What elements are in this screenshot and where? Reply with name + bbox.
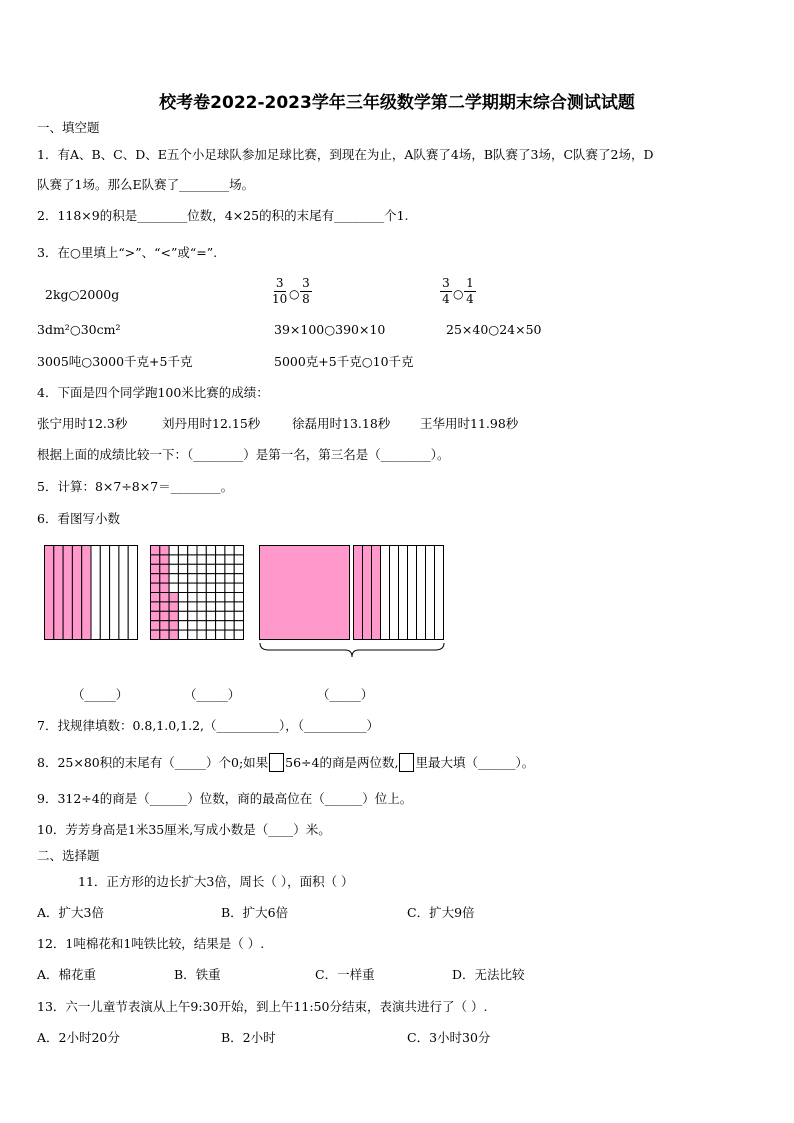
question-9: 9．312÷4的商是（______）位数，商的最高位在（______）位上。 xyxy=(37,791,413,806)
shaded-column xyxy=(54,546,63,640)
cell xyxy=(188,574,197,583)
result-xulei: 徐磊用时13.18秒 xyxy=(292,416,391,431)
cell xyxy=(234,593,243,602)
cell xyxy=(197,574,206,583)
option-b[interactable]: B．2小时 xyxy=(221,1030,276,1045)
compare-item-g: 3005吨○3000千克+5千克 xyxy=(37,354,193,369)
question-6: 6．看图写小数 xyxy=(37,511,120,526)
cell xyxy=(234,546,243,555)
question-12: 12．1吨棉花和1吨铁比较，结果是（ ）. xyxy=(37,936,265,951)
shaded-cell xyxy=(169,630,178,639)
blank-box[interactable] xyxy=(269,753,284,772)
cell xyxy=(234,583,243,592)
question-8-part-c: 里最大填（______）。 xyxy=(415,755,535,770)
compare-item-h: 5000克+5千克○10千克 xyxy=(274,354,414,369)
cell xyxy=(197,555,206,564)
option-d[interactable]: D．无法比较 xyxy=(452,967,525,982)
cell xyxy=(216,611,225,620)
shaded-cell xyxy=(151,611,160,620)
shaded-cell xyxy=(160,583,169,592)
column xyxy=(417,546,426,640)
cell xyxy=(178,630,187,639)
cell xyxy=(206,546,215,555)
cell xyxy=(225,546,234,555)
cell xyxy=(225,593,234,602)
shaded-cell xyxy=(169,593,178,602)
question-1-line-1: 1．有A、B、C、D、E五个小足球队参加足球比赛，到现在为止，A队赛了4场，B队赛了3场，C队赛了2场，D xyxy=(37,147,654,162)
compare-circle: ○ xyxy=(453,287,464,301)
cell xyxy=(225,602,234,611)
cell xyxy=(225,611,234,620)
cell xyxy=(188,593,197,602)
shaded-cell xyxy=(160,602,169,611)
shaded-cell xyxy=(169,611,178,620)
cell xyxy=(197,611,206,620)
cell xyxy=(234,564,243,573)
cell xyxy=(197,621,206,630)
cell xyxy=(216,583,225,592)
shaded-cell xyxy=(151,602,160,611)
decimal-figure-whole-square xyxy=(259,545,350,640)
shaded-square xyxy=(260,546,350,640)
column xyxy=(381,546,390,640)
cell xyxy=(197,593,206,602)
question-11: 11．正方形的边长扩大3倍，周长（ ），面积（ ） xyxy=(78,874,354,889)
question-7: 7．找规律填数：0.8,1.0,1.2,（__________），（__________） xyxy=(37,718,380,733)
cell xyxy=(206,583,215,592)
compare-item-a: 2kg○2000g xyxy=(45,287,120,302)
column xyxy=(426,546,435,640)
option-a[interactable]: A．2小时20分 xyxy=(37,1030,120,1045)
decimal-figure-columns-1 xyxy=(44,545,138,640)
shaded-cell xyxy=(169,602,178,611)
shaded-cell xyxy=(151,546,160,555)
cell xyxy=(197,546,206,555)
cell xyxy=(216,564,225,573)
cell xyxy=(216,555,225,564)
cell xyxy=(169,574,178,583)
shaded-cell xyxy=(151,593,160,602)
shaded-column xyxy=(82,546,91,640)
option-b[interactable]: B．铁重 xyxy=(174,967,221,982)
column xyxy=(91,546,100,640)
shaded-column xyxy=(63,546,72,640)
option-c[interactable]: C．3小时30分 xyxy=(407,1030,491,1045)
cell xyxy=(169,555,178,564)
shaded-cell xyxy=(151,564,160,573)
column xyxy=(435,546,444,640)
cell xyxy=(216,630,225,639)
cell xyxy=(234,602,243,611)
compare-item-d: 3dm²○30cm² xyxy=(37,322,121,337)
shaded-cell xyxy=(160,546,169,555)
question-8-part-a: 8．25×80积的末尾有（_____）个0;如果 xyxy=(37,755,269,770)
cell xyxy=(225,621,234,630)
cell xyxy=(206,593,215,602)
shaded-cell xyxy=(160,555,169,564)
cell xyxy=(234,555,243,564)
column xyxy=(128,546,137,640)
cell xyxy=(188,611,197,620)
cell xyxy=(225,564,234,573)
shaded-column xyxy=(363,546,372,640)
section-fill-in-heading: 一、填空题 xyxy=(37,120,100,135)
column xyxy=(119,546,128,640)
option-c[interactable]: C．一样重 xyxy=(315,967,375,982)
question-1-line-2: 队赛了1场。那么E队赛了________场。 xyxy=(37,177,255,192)
shaded-cell xyxy=(151,574,160,583)
shaded-column xyxy=(354,546,363,640)
section-choice-heading: 二、选择题 xyxy=(37,848,100,863)
question-2: 2．118×9的积是________位数，4×25的积的末尾有________个1. xyxy=(37,208,409,223)
shaded-cell xyxy=(151,583,160,592)
cell xyxy=(197,583,206,592)
answer-blank-1[interactable]: （_____） xyxy=(72,687,129,702)
answer-blank-2[interactable]: （_____） xyxy=(184,687,241,702)
cell xyxy=(234,621,243,630)
decimal-figure-grid xyxy=(150,545,244,640)
column xyxy=(399,546,408,640)
cell xyxy=(225,630,234,639)
result-zhangning: 张宁用时12.3秒 xyxy=(37,416,128,431)
cell xyxy=(206,611,215,620)
cell xyxy=(169,583,178,592)
shaded-cell xyxy=(160,630,169,639)
column xyxy=(390,546,399,640)
cell xyxy=(206,564,215,573)
cell xyxy=(225,555,234,564)
shaded-cell xyxy=(151,630,160,639)
question-8-part-b: 56÷4的商是两位数, xyxy=(285,755,399,770)
cell xyxy=(188,546,197,555)
compare-item-f: 25×40○24×50 xyxy=(446,322,542,337)
cell xyxy=(178,555,187,564)
fraction-1-4: 1 4 xyxy=(464,277,476,306)
cell xyxy=(178,611,187,620)
cell xyxy=(178,621,187,630)
question-10: 10．芳芳身高是1米35厘米,写成小数是（____）米。 xyxy=(37,822,331,837)
cell xyxy=(178,602,187,611)
fraction-3-8: 3 8 xyxy=(300,277,312,306)
cell xyxy=(234,611,243,620)
cell xyxy=(206,555,215,564)
shaded-cell xyxy=(160,564,169,573)
question-8 xyxy=(37,753,534,772)
fraction-3-4: 3 4 xyxy=(440,277,452,306)
cell xyxy=(178,583,187,592)
cell xyxy=(169,546,178,555)
question-3: 3．在○里填上“>”、“<”或“=”. xyxy=(37,245,218,260)
result-wanghua: 王华用时11.98秒 xyxy=(420,416,519,431)
shaded-cell xyxy=(151,555,160,564)
cell xyxy=(206,602,215,611)
cell xyxy=(197,602,206,611)
cell xyxy=(206,630,215,639)
cell xyxy=(178,546,187,555)
option-a[interactable]: A．扩大3倍 xyxy=(37,905,104,920)
column xyxy=(408,546,417,640)
cell xyxy=(188,555,197,564)
question-13: 13．六一儿童节表演从上午9:30开始，到上午11:50分结束，表演共进行了（ ）. xyxy=(37,999,488,1014)
shaded-column xyxy=(372,546,381,640)
cell xyxy=(206,621,215,630)
decimal-figure-columns-2 xyxy=(353,545,444,640)
cell xyxy=(188,602,197,611)
cell xyxy=(197,630,206,639)
result-liudan: 刘丹用时12.15秒 xyxy=(162,416,261,431)
option-b[interactable]: B．扩大6倍 xyxy=(221,905,289,920)
answer-blank-3[interactable]: （_____） xyxy=(317,687,374,702)
cell xyxy=(169,564,178,573)
cell xyxy=(188,621,197,630)
shaded-cell xyxy=(160,574,169,583)
cell xyxy=(216,574,225,583)
cell xyxy=(216,621,225,630)
compare-item-e: 39×100○390×10 xyxy=(274,322,386,337)
cell xyxy=(206,574,215,583)
cell xyxy=(225,583,234,592)
cell xyxy=(188,630,197,639)
shaded-column xyxy=(45,546,54,640)
shaded-cell xyxy=(169,621,178,630)
cell xyxy=(225,574,234,583)
question-4: 4．下面是四个同学跑100米比赛的成绩： xyxy=(37,385,269,400)
column xyxy=(110,546,119,640)
shaded-cell xyxy=(160,593,169,602)
fraction-3-10: 3 10 xyxy=(272,276,288,306)
cell xyxy=(216,593,225,602)
question-5: 5．计算：8×7÷8×7＝________。 xyxy=(37,479,234,494)
shaded-column xyxy=(72,546,81,640)
brace-icon xyxy=(259,642,445,658)
option-c[interactable]: C．扩大9倍 xyxy=(407,905,475,920)
cell xyxy=(178,574,187,583)
page-title: 校考卷2022-2023学年三年级数学第二学期期末综合测试试题 xyxy=(159,93,635,113)
cell xyxy=(216,546,225,555)
cell xyxy=(216,602,225,611)
blank-box[interactable] xyxy=(399,753,414,772)
column xyxy=(100,546,109,640)
cell xyxy=(188,583,197,592)
option-a[interactable]: A．棉花重 xyxy=(37,967,97,982)
cell xyxy=(234,630,243,639)
shaded-cell xyxy=(151,621,160,630)
cell xyxy=(197,564,206,573)
question-4-ask: 根据上面的成绩比较一下：（________）是第一名，第三名是（________）。 xyxy=(37,447,450,462)
cell xyxy=(188,564,197,573)
compare-circle: ○ xyxy=(289,287,300,301)
shaded-cell xyxy=(160,611,169,620)
cell xyxy=(234,574,243,583)
cell xyxy=(178,564,187,573)
shaded-cell xyxy=(160,621,169,630)
cell xyxy=(178,593,187,602)
